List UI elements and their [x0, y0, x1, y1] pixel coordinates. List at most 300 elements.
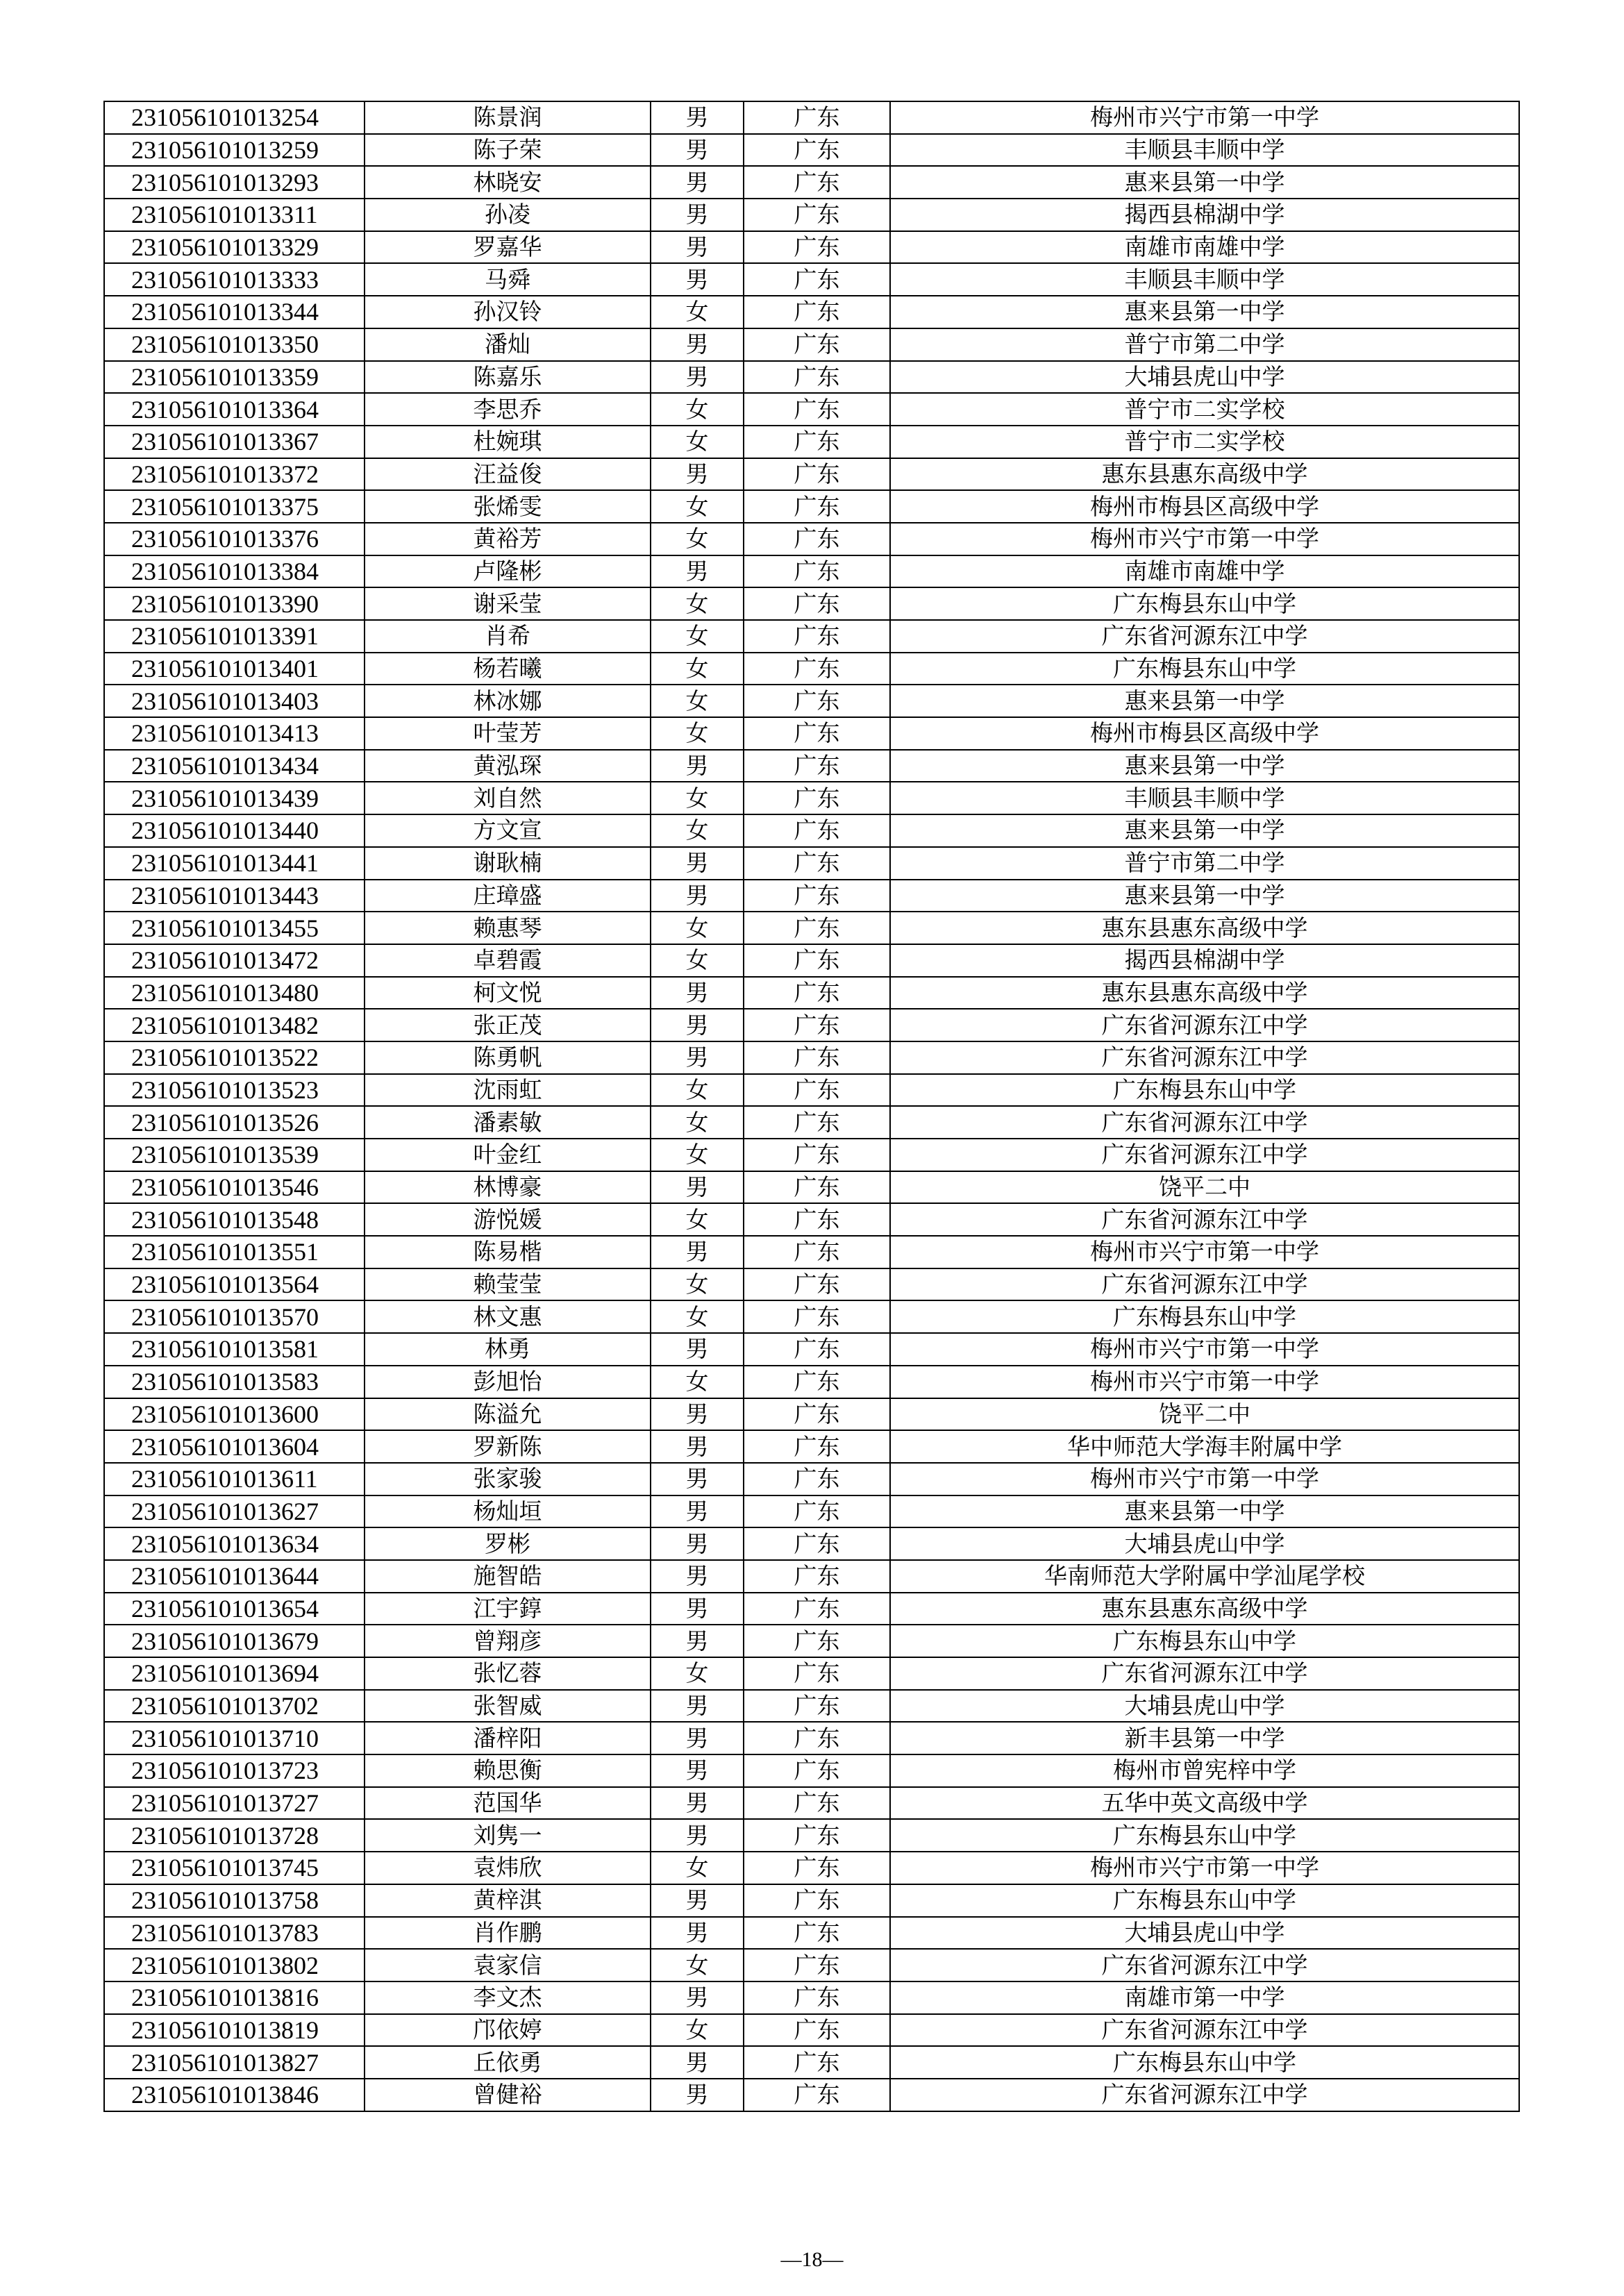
name-cell: 方文宣 [365, 814, 651, 847]
name-cell: 陈子荣 [365, 134, 651, 167]
school-cell: 大埔县虎山中学 [890, 361, 1519, 394]
table-row [104, 1430, 1519, 1463]
school-cell: 丰顺县丰顺中学 [890, 782, 1519, 814]
exam-id-cell: 231056101013311 [104, 199, 365, 231]
exam-id-cell: 231056101013376 [104, 523, 365, 555]
table-row [104, 263, 1519, 296]
exam-id-cell: 231056101013679 [104, 1625, 365, 1657]
province-cell: 广东 [744, 1917, 890, 1950]
province-cell: 广东 [744, 1949, 890, 1981]
school-cell: 揭西县棉湖中学 [890, 199, 1519, 231]
province-cell: 广东 [744, 426, 890, 458]
table-row [104, 101, 1519, 134]
gender-cell: 男 [651, 101, 744, 134]
table-row [104, 1722, 1519, 1754]
name-cell: 张智威 [365, 1690, 651, 1723]
school-cell: 惠来县第一中学 [890, 814, 1519, 847]
name-cell: 林晓安 [365, 166, 651, 199]
province-cell: 广东 [744, 1106, 890, 1139]
name-cell: 林勇 [365, 1333, 651, 1366]
gender-cell: 女 [651, 912, 744, 944]
exam-id-cell: 231056101013644 [104, 1560, 365, 1593]
name-cell: 罗新陈 [365, 1430, 651, 1463]
school-cell: 惠东县惠东高级中学 [890, 1593, 1519, 1625]
gender-cell: 男 [651, 1625, 744, 1657]
gender-cell: 男 [651, 1690, 744, 1723]
table-row [104, 1366, 1519, 1398]
school-cell: 广东梅县东山中学 [890, 1819, 1519, 1852]
table-row [104, 1657, 1519, 1690]
name-cell: 陈勇帆 [365, 1041, 651, 1074]
exam-id-cell: 231056101013329 [104, 231, 365, 264]
name-cell: 邝依婷 [365, 2014, 651, 2047]
table-row [104, 1884, 1519, 1917]
gender-cell: 女 [651, 620, 744, 653]
gender-cell: 女 [651, 1106, 744, 1139]
table-row [104, 1495, 1519, 1528]
exam-id-cell: 231056101013359 [104, 361, 365, 394]
school-cell: 广东省河源东江中学 [890, 2014, 1519, 2047]
exam-id-cell: 231056101013384 [104, 555, 365, 588]
province-cell: 广东 [744, 1041, 890, 1074]
school-cell: 普宁市第二中学 [890, 847, 1519, 880]
gender-cell: 男 [651, 1981, 744, 2014]
province-cell: 广东 [744, 523, 890, 555]
table-row [104, 393, 1519, 426]
province-cell: 广东 [744, 1625, 890, 1657]
name-cell: 孙汉铃 [365, 296, 651, 328]
table-row [104, 847, 1519, 880]
name-cell: 谢采莹 [365, 587, 651, 620]
school-cell: 大埔县虎山中学 [890, 1527, 1519, 1560]
province-cell: 广东 [744, 1690, 890, 1723]
name-cell: 潘素敏 [365, 1106, 651, 1139]
table-row [104, 1981, 1519, 2014]
school-cell: 梅州市曾宪梓中学 [890, 1754, 1519, 1787]
table-row [104, 1527, 1519, 1560]
province-cell: 广东 [744, 1754, 890, 1787]
school-cell: 南雄市南雄中学 [890, 231, 1519, 264]
school-cell: 丰顺县丰顺中学 [890, 263, 1519, 296]
province-cell: 广东 [744, 912, 890, 944]
exam-id-cell: 231056101013441 [104, 847, 365, 880]
table-row [104, 1917, 1519, 1950]
table-row [104, 880, 1519, 912]
table-row [104, 653, 1519, 685]
name-cell: 汪益俊 [365, 458, 651, 491]
province-cell: 广东 [744, 2014, 890, 2047]
gender-cell: 女 [651, 1139, 744, 1171]
name-cell: 杨灿垣 [365, 1495, 651, 1528]
school-cell: 广东省河源东江中学 [890, 1009, 1519, 1041]
gender-cell: 男 [651, 263, 744, 296]
table-row [104, 717, 1519, 750]
province-cell: 广东 [744, 166, 890, 199]
school-cell: 广东梅县东山中学 [890, 2046, 1519, 2079]
name-cell: 杜婉琪 [365, 426, 651, 458]
school-cell: 五华中英文高级中学 [890, 1787, 1519, 1820]
school-cell: 揭西县棉湖中学 [890, 944, 1519, 977]
page-number: —18— [780, 2248, 844, 2271]
gender-cell: 男 [651, 1819, 744, 1852]
name-cell: 叶莹芳 [365, 717, 651, 750]
table-row [104, 587, 1519, 620]
gender-cell: 男 [651, 1333, 744, 1366]
gender-cell: 女 [651, 944, 744, 977]
province-cell: 广东 [744, 620, 890, 653]
province-cell: 广东 [744, 231, 890, 264]
table-row [104, 2079, 1519, 2111]
school-cell: 广东省河源东江中学 [890, 620, 1519, 653]
table-row [104, 1787, 1519, 1820]
province-cell: 广东 [744, 1009, 890, 1041]
table-row [104, 1852, 1519, 1884]
exam-id-cell: 231056101013827 [104, 2046, 365, 2079]
gender-cell: 男 [651, 1495, 744, 1528]
province-cell: 广东 [744, 1593, 890, 1625]
exam-id-cell: 231056101013783 [104, 1917, 365, 1950]
province-cell: 广东 [744, 134, 890, 167]
gender-cell: 男 [651, 1430, 744, 1463]
school-cell: 梅州市兴宁市第一中学 [890, 101, 1519, 134]
school-cell: 惠来县第一中学 [890, 880, 1519, 912]
exam-id-cell: 231056101013846 [104, 2079, 365, 2111]
exam-id-cell: 231056101013802 [104, 1949, 365, 1981]
table-row [104, 1139, 1519, 1171]
name-cell: 卢隆彬 [365, 555, 651, 588]
school-cell: 广东梅县东山中学 [890, 653, 1519, 685]
name-cell: 黄泓琛 [365, 750, 651, 782]
name-cell: 赖思衡 [365, 1754, 651, 1787]
school-cell: 梅州市兴宁市第一中学 [890, 523, 1519, 555]
table-row [104, 555, 1519, 588]
table-row [104, 1041, 1519, 1074]
gender-cell: 男 [651, 199, 744, 231]
school-cell: 大埔县虎山中学 [890, 1917, 1519, 1950]
province-cell: 广东 [744, 1657, 890, 1690]
name-cell: 林文惠 [365, 1300, 651, 1333]
gender-cell: 女 [651, 1300, 744, 1333]
school-cell: 广东省河源东江中学 [890, 1657, 1519, 1690]
school-cell: 梅州市兴宁市第一中学 [890, 1852, 1519, 1884]
school-cell: 南雄市第一中学 [890, 1981, 1519, 2014]
table-row [104, 1593, 1519, 1625]
name-cell: 江宇錞 [365, 1593, 651, 1625]
school-cell: 华南师范大学附属中学汕尾学校 [890, 1560, 1519, 1593]
province-cell: 广东 [744, 328, 890, 361]
school-cell: 广东省河源东江中学 [890, 1949, 1519, 1981]
name-cell: 庄璋盛 [365, 880, 651, 912]
table-row [104, 750, 1519, 782]
table-row [104, 1949, 1519, 1981]
gender-cell: 男 [651, 1560, 744, 1593]
gender-cell: 女 [651, 782, 744, 814]
table-row [104, 977, 1519, 1009]
name-cell: 陈易楷 [365, 1236, 651, 1268]
school-cell: 广东省河源东江中学 [890, 2079, 1519, 2111]
exam-id-cell: 231056101013702 [104, 1690, 365, 1723]
exam-id-cell: 231056101013546 [104, 1171, 365, 1204]
province-cell: 广东 [744, 1171, 890, 1204]
name-cell: 罗彬 [365, 1527, 651, 1560]
gender-cell: 女 [651, 1074, 744, 1107]
table-row [104, 1074, 1519, 1107]
school-cell: 梅州市兴宁市第一中学 [890, 1236, 1519, 1268]
province-cell: 广东 [744, 1527, 890, 1560]
name-cell: 张忆蓉 [365, 1657, 651, 1690]
province-cell: 广东 [744, 1139, 890, 1171]
gender-cell: 男 [651, 166, 744, 199]
name-cell: 赖惠琴 [365, 912, 651, 944]
exam-id-cell: 231056101013611 [104, 1463, 365, 1495]
province-cell: 广东 [744, 1203, 890, 1236]
table-row [104, 1333, 1519, 1366]
gender-cell: 女 [651, 1366, 744, 1398]
name-cell: 袁炜欣 [365, 1852, 651, 1884]
gender-cell: 女 [651, 1657, 744, 1690]
exam-id-cell: 231056101013819 [104, 2014, 365, 2047]
province-cell: 广东 [744, 1852, 890, 1884]
province-cell: 广东 [744, 1236, 890, 1268]
gender-cell: 男 [651, 880, 744, 912]
province-cell: 广东 [744, 1463, 890, 1495]
table-row [104, 1398, 1519, 1431]
name-cell: 肖作鹏 [365, 1917, 651, 1950]
table-row [104, 1106, 1519, 1139]
gender-cell: 女 [651, 1949, 744, 1981]
name-cell: 柯文悦 [365, 977, 651, 1009]
name-cell: 游悦媛 [365, 1203, 651, 1236]
exam-id-cell: 231056101013254 [104, 101, 365, 134]
name-cell: 曾翔彦 [365, 1625, 651, 1657]
province-cell: 广东 [744, 1981, 890, 2014]
table-row [104, 199, 1519, 231]
name-cell: 潘灿 [365, 328, 651, 361]
school-cell: 梅州市兴宁市第一中学 [890, 1366, 1519, 1398]
name-cell: 马舜 [365, 263, 651, 296]
exam-id-cell: 231056101013548 [104, 1203, 365, 1236]
school-cell: 南雄市南雄中学 [890, 555, 1519, 588]
exam-id-cell: 231056101013413 [104, 717, 365, 750]
exam-id-cell: 231056101013367 [104, 426, 365, 458]
exam-id-cell: 231056101013727 [104, 1787, 365, 1820]
name-cell: 丘依勇 [365, 2046, 651, 2079]
exam-id-cell: 231056101013581 [104, 1333, 365, 1366]
province-cell: 广东 [744, 1333, 890, 1366]
name-cell: 陈溢允 [365, 1398, 651, 1431]
exam-id-cell: 231056101013455 [104, 912, 365, 944]
province-cell: 广东 [744, 977, 890, 1009]
exam-id-cell: 231056101013333 [104, 263, 365, 296]
exam-id-cell: 231056101013482 [104, 1009, 365, 1041]
exam-id-cell: 231056101013443 [104, 880, 365, 912]
school-cell: 梅州市梅县区高级中学 [890, 717, 1519, 750]
name-cell: 林博豪 [365, 1171, 651, 1204]
gender-cell: 男 [651, 1787, 744, 1820]
exam-id-cell: 231056101013259 [104, 134, 365, 167]
exam-id-cell: 231056101013523 [104, 1074, 365, 1107]
name-cell: 黄裕芳 [365, 523, 651, 555]
gender-cell: 女 [651, 296, 744, 328]
gender-cell: 女 [651, 685, 744, 717]
gender-cell: 男 [651, 977, 744, 1009]
gender-cell: 男 [651, 1041, 744, 1074]
name-cell: 潘梓阳 [365, 1722, 651, 1754]
school-cell: 大埔县虎山中学 [890, 1690, 1519, 1723]
table-row [104, 1268, 1519, 1301]
gender-cell: 男 [651, 2046, 744, 2079]
name-cell: 彭旭怡 [365, 1366, 651, 1398]
gender-cell: 男 [651, 1171, 744, 1204]
gender-cell: 男 [651, 1722, 744, 1754]
table-row [104, 1560, 1519, 1593]
exam-id-cell: 231056101013654 [104, 1593, 365, 1625]
table-row [104, 328, 1519, 361]
exam-id-cell: 231056101013745 [104, 1852, 365, 1884]
name-cell: 肖希 [365, 620, 651, 653]
school-cell: 广东省河源东江中学 [890, 1139, 1519, 1171]
exam-id-cell: 231056101013439 [104, 782, 365, 814]
gender-cell: 男 [651, 1236, 744, 1268]
province-cell: 广东 [744, 1300, 890, 1333]
exam-id-cell: 231056101013604 [104, 1430, 365, 1463]
province-cell: 广东 [744, 944, 890, 977]
province-cell: 广东 [744, 1268, 890, 1301]
table-row [104, 2046, 1519, 2079]
gender-cell: 男 [651, 231, 744, 264]
school-cell: 梅州市兴宁市第一中学 [890, 1333, 1519, 1366]
name-cell: 杨若曦 [365, 653, 651, 685]
gender-cell: 男 [651, 847, 744, 880]
table-row [104, 685, 1519, 717]
school-cell: 饶平二中 [890, 1398, 1519, 1431]
roster-body [104, 101, 1519, 2111]
name-cell: 刘隽一 [365, 1819, 651, 1852]
table-row [104, 1300, 1519, 1333]
table-row [104, 361, 1519, 394]
province-cell: 广东 [744, 1430, 890, 1463]
school-cell: 惠东县惠东高级中学 [890, 977, 1519, 1009]
name-cell: 张烯雯 [365, 490, 651, 523]
table-row [104, 944, 1519, 977]
table-row [104, 1690, 1519, 1723]
exam-id-cell: 231056101013372 [104, 458, 365, 491]
name-cell: 李文杰 [365, 1981, 651, 2014]
exam-id-cell: 231056101013583 [104, 1366, 365, 1398]
gender-cell: 女 [651, 717, 744, 750]
exam-id-cell: 231056101013434 [104, 750, 365, 782]
gender-cell: 男 [651, 134, 744, 167]
exam-id-cell: 231056101013401 [104, 653, 365, 685]
name-cell: 叶金红 [365, 1139, 651, 1171]
province-cell: 广东 [744, 1819, 890, 1852]
table-row [104, 458, 1519, 491]
province-cell: 广东 [744, 685, 890, 717]
table-row [104, 134, 1519, 167]
province-cell: 广东 [744, 263, 890, 296]
gender-cell: 男 [651, 1527, 744, 1560]
table-row [104, 912, 1519, 944]
table-row [104, 1171, 1519, 1204]
exam-id-cell: 231056101013723 [104, 1754, 365, 1787]
gender-cell: 男 [651, 1593, 744, 1625]
school-cell: 惠来县第一中学 [890, 1495, 1519, 1528]
exam-id-cell: 231056101013526 [104, 1106, 365, 1139]
exam-id-cell: 231056101013344 [104, 296, 365, 328]
school-cell: 惠来县第一中学 [890, 750, 1519, 782]
gender-cell: 男 [651, 2079, 744, 2111]
gender-cell: 女 [651, 393, 744, 426]
province-cell: 广东 [744, 361, 890, 394]
table-row [104, 1236, 1519, 1268]
province-cell: 广东 [744, 782, 890, 814]
school-cell: 华中师范大学海丰附属中学 [890, 1430, 1519, 1463]
exam-id-cell: 231056101013816 [104, 1981, 365, 2014]
school-cell: 广东梅县东山中学 [890, 1300, 1519, 1333]
school-cell: 惠东县惠东高级中学 [890, 912, 1519, 944]
province-cell: 广东 [744, 555, 890, 588]
name-cell: 李思乔 [365, 393, 651, 426]
name-cell: 刘自然 [365, 782, 651, 814]
province-cell: 广东 [744, 490, 890, 523]
school-cell: 惠来县第一中学 [890, 166, 1519, 199]
name-cell: 林冰娜 [365, 685, 651, 717]
province-cell: 广东 [744, 1722, 890, 1754]
province-cell: 广东 [744, 199, 890, 231]
exam-id-cell: 231056101013694 [104, 1657, 365, 1690]
name-cell: 罗嘉华 [365, 231, 651, 264]
school-cell: 广东省河源东江中学 [890, 1203, 1519, 1236]
exam-id-cell: 231056101013600 [104, 1398, 365, 1431]
table-row [104, 296, 1519, 328]
table-row [104, 1009, 1519, 1041]
exam-id-cell: 231056101013522 [104, 1041, 365, 1074]
province-cell: 广东 [744, 2046, 890, 2079]
name-cell: 沈雨虹 [365, 1074, 651, 1107]
province-cell: 广东 [744, 1366, 890, 1398]
name-cell: 范国华 [365, 1787, 651, 1820]
gender-cell: 男 [651, 1917, 744, 1950]
province-cell: 广东 [744, 1560, 890, 1593]
gender-cell: 女 [651, 1203, 744, 1236]
exam-id-cell: 231056101013551 [104, 1236, 365, 1268]
name-cell: 黄梓淇 [365, 1884, 651, 1917]
school-cell: 梅州市梅县区高级中学 [890, 490, 1519, 523]
province-cell: 广东 [744, 1398, 890, 1431]
exam-id-cell: 231056101013728 [104, 1819, 365, 1852]
table-row [104, 1754, 1519, 1787]
exam-id-cell: 231056101013364 [104, 393, 365, 426]
exam-id-cell: 231056101013375 [104, 490, 365, 523]
name-cell: 张正茂 [365, 1009, 651, 1041]
school-cell: 广东省河源东江中学 [890, 1268, 1519, 1301]
gender-cell: 女 [651, 426, 744, 458]
name-cell: 陈嘉乐 [365, 361, 651, 394]
province-cell: 广东 [744, 458, 890, 491]
gender-cell: 男 [651, 1009, 744, 1041]
exam-id-cell: 231056101013710 [104, 1722, 365, 1754]
school-cell: 普宁市二实学校 [890, 426, 1519, 458]
exam-id-cell: 231056101013627 [104, 1495, 365, 1528]
province-cell: 广东 [744, 1074, 890, 1107]
gender-cell: 男 [651, 555, 744, 588]
exam-id-cell: 231056101013480 [104, 977, 365, 1009]
school-cell: 普宁市第二中学 [890, 328, 1519, 361]
gender-cell: 女 [651, 1268, 744, 1301]
province-cell: 广东 [744, 1787, 890, 1820]
exam-id-cell: 231056101013403 [104, 685, 365, 717]
school-cell: 惠来县第一中学 [890, 296, 1519, 328]
